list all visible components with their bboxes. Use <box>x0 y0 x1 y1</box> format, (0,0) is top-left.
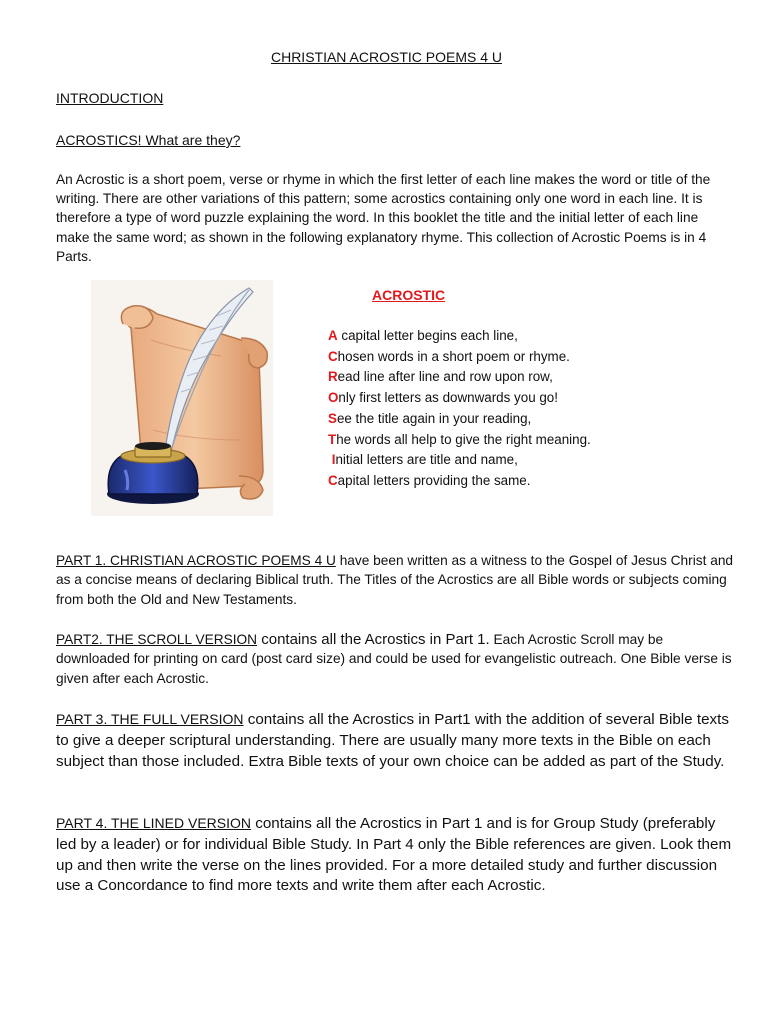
part2-label: PART2. THE SCROLL VERSION <box>56 632 258 647</box>
poem-line <box>328 388 591 409</box>
part1-label: PART 1. CHRISTIAN ACROSTIC POEMS 4 U <box>56 553 336 568</box>
poem-title: ACROSTIC <box>372 287 446 303</box>
part4-label: PART 4. THE LINED VERSION <box>56 815 252 831</box>
poem-initial: A <box>328 328 338 343</box>
part2-text: Each Acrostic Scroll may be downloaded for printing on card (post card size) and could be used for evangelistic outreach. One Bible verse is given after each Acrostic. <box>56 632 732 686</box>
part4-text: contains all the Acrostics in Part 1 and is for Group Study (preferably led by a leader) or for individual Bible Study. In Part 4 only the Bible references are given. Look them up and then write the verse on the lines provided. For a more detailed study and further discussion use a Concordance to find more texts and write them after each Acrostic. <box>56 815 732 895</box>
poem-line-text: he words all help to give the right meaning. <box>336 431 591 447</box>
poem-line-text: hosen words in a short poem or rhyme. <box>337 348 570 364</box>
poem-line-text: nitial letters are title and name, <box>335 452 518 468</box>
poem-initial: O <box>328 390 339 406</box>
poem-line <box>328 430 591 451</box>
poem-initial: R <box>328 369 338 385</box>
poem-initial: S <box>328 410 337 426</box>
poem-initial: C <box>328 472 338 488</box>
introduction-heading: INTRODUCTION <box>56 90 164 106</box>
poem-line-text: ead line after line and row upon row, <box>337 369 553 385</box>
part3-label: PART 3. THE FULL VERSION <box>56 711 244 727</box>
document-title: CHRISTIAN ACROSTIC POEMS 4 U <box>270 49 503 65</box>
poem-line-text: ee the title again in your reading, <box>336 410 532 426</box>
poem-initial: I <box>331 452 336 468</box>
acrostics-question-heading: ACROSTICS! What are they? <box>56 132 241 148</box>
acrostic-poem <box>328 326 591 492</box>
part2-lead: contains all the Acrostics in Part 1. <box>257 631 490 648</box>
poem-line <box>328 409 591 430</box>
poem-line-text: apital letters providing the same. <box>337 472 531 488</box>
poem-initial: C <box>328 348 338 364</box>
poem-line <box>328 367 591 388</box>
poem-line-text: nly first letters as downwards you go! <box>338 390 558 406</box>
part3-paragraph <box>56 709 736 772</box>
poem-line <box>328 471 591 492</box>
part1-paragraph <box>56 551 736 609</box>
part3-text: contains all the Acrostics in Part1 with the addition of several Bible texts to give a deeper scriptural understanding. There are usually many more texts in the Bible on each subject than those included. Extra Bible texts of your own choice can be added as part of the Study. <box>56 711 729 770</box>
part4-paragraph <box>56 813 736 897</box>
poem-line <box>328 326 591 347</box>
part1-text: have been written as a witness to the Gospel of Jesus Christ and as a concise means of declaring Biblical truth. The Titles of the Acrostics are all Bible words or subjects coming from both the Old and New Testaments. <box>56 553 734 607</box>
quill-scroll-inkwell-icon <box>91 280 273 516</box>
poem-initial: T <box>328 431 337 447</box>
poem-line-text: capital letter begins each line, <box>337 328 518 343</box>
poem-line <box>328 450 591 471</box>
part2-paragraph <box>56 630 736 688</box>
poem-line <box>328 347 591 368</box>
intro-paragraph: An Acrostic is a short poem, verse or rhyme in which the first letter of each line makes the word or title of the writing. There are other variations of this pattern; some acrostics containing only one word in each line. It is therefore a type of word puzzle explaining the word. In this booklet the title and the initial letter of each line make the same word; as shown in the following explanatory rhyme. This collection of Acrostic Poems is in 4 Parts. <box>56 172 711 264</box>
